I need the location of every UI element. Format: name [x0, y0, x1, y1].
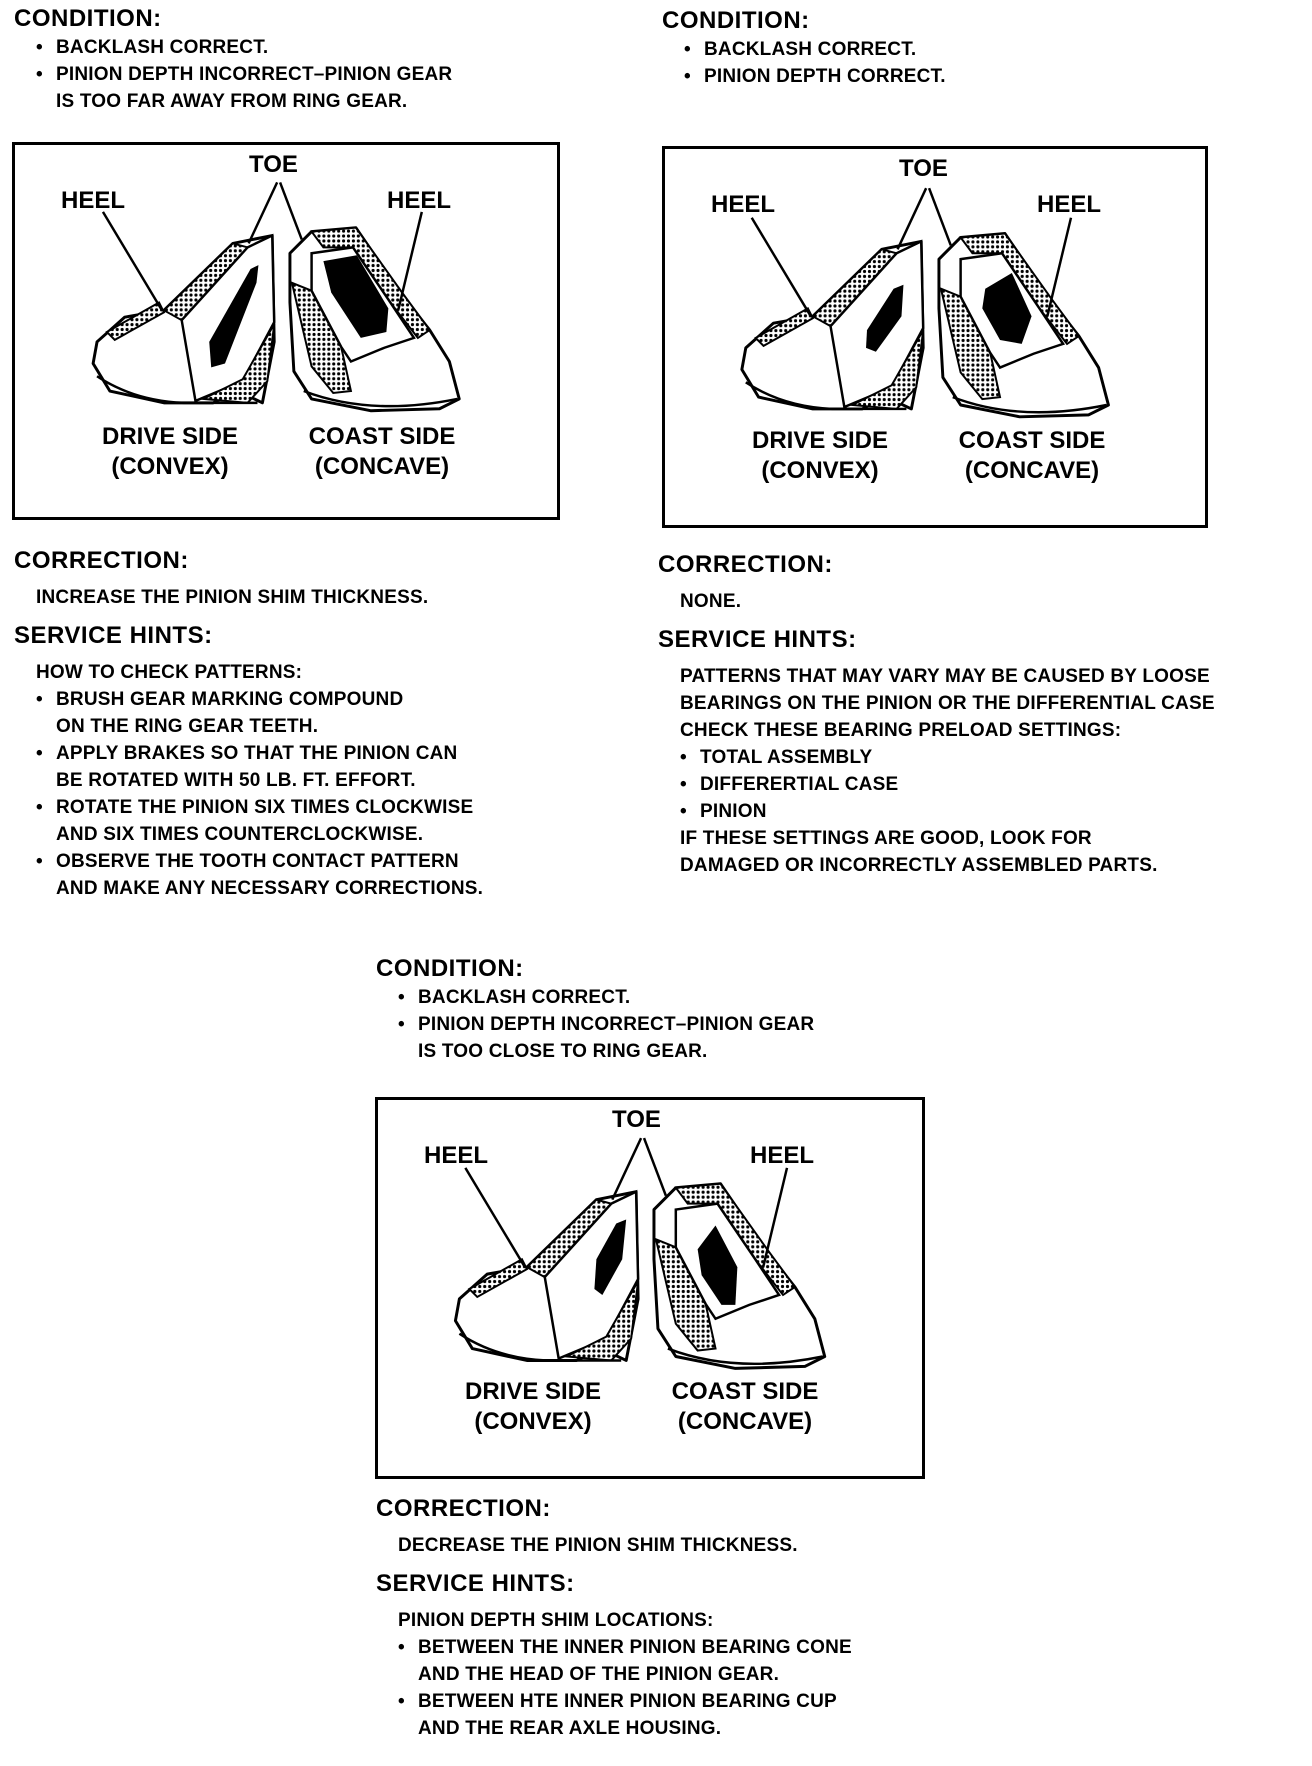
drive-side-tooth [742, 241, 923, 409]
service-hints-heading: SERVICE HINTS: [14, 622, 213, 649]
coast-side-label: COAST SIDE [308, 423, 456, 450]
drive-side-sub-label: (CONVEX) [761, 457, 879, 484]
panel-2-figure [662, 146, 1208, 528]
service-hint-item: • BETWEEN HTE INNER PINION BEARING CUP [376, 1688, 976, 1715]
coast-side-tooth [290, 228, 459, 411]
heel-leader-right [763, 1168, 787, 1267]
service-hint-item: • PINION [658, 798, 1312, 825]
toe-label: TOE [612, 1106, 661, 1133]
coast-side-label: COAST SIDE [958, 427, 1106, 454]
condition-heading: CONDITION: [662, 7, 810, 34]
drive-side-label: DRIVE SIDE [464, 1378, 602, 1405]
service-hint-item: • TOTAL ASSEMBLY [658, 744, 1312, 771]
toe-leader-right [280, 182, 302, 239]
toe-label: TOE [249, 151, 298, 178]
condition-line: • PINION DEPTH INCORRECT–PINION GEAR [14, 61, 614, 88]
drive-side-label: DRIVE SIDE [751, 427, 889, 454]
panel-1-notes [14, 546, 614, 902]
service-hint-outro: IF THESE SETTINGS ARE GOOD, LOOK FOR [680, 828, 1092, 849]
heel-left-label: HEEL [711, 191, 776, 218]
service-hints-heading: SERVICE HINTS: [658, 626, 857, 653]
panel-1-figure [12, 142, 560, 520]
heel-leader-left [465, 1168, 525, 1267]
heel-right-label: HEEL [387, 187, 452, 214]
service-hints-heading: SERVICE HINTS: [376, 1570, 575, 1597]
condition-heading: CONDITION: [376, 955, 524, 982]
heel-leader-left [752, 218, 811, 317]
service-hint-item: • ROTATE THE PINION SIX TIMES CLOCKWISE [14, 794, 614, 821]
toe-leader-right [644, 1138, 666, 1196]
drive-side-sub-label: (CONVEX) [474, 1408, 592, 1435]
condition-line: IS TOO CLOSE TO RING GEAR. [418, 1041, 708, 1062]
heel-right-label: HEEL [750, 1142, 815, 1169]
drive-side-tooth [93, 236, 274, 403]
panel-3 [376, 954, 976, 1065]
condition-heading: CONDITION: [14, 5, 162, 32]
coast-side-sub-label: (CONCAVE) [964, 457, 1100, 484]
condition-line: • BACKLASH CORRECT. [376, 984, 976, 1011]
service-hint-item: • BETWEEN THE INNER PINION BEARING CONE [376, 1634, 976, 1661]
correction-heading: CORRECTION: [376, 1495, 551, 1522]
condition-line: • BACKLASH CORRECT. [662, 36, 1262, 63]
correction-text: INCREASE THE PINION SHIM THICKNESS. [36, 587, 429, 608]
drive-side-label: DRIVE SIDE [101, 423, 239, 450]
service-hint-item: BE ROTATED WITH 50 LB. FT. EFFORT. [56, 770, 416, 791]
panel-1 [14, 4, 614, 115]
service-hint-item: AND THE REAR AXLE HOUSING. [418, 1718, 722, 1739]
condition-line: • PINION DEPTH CORRECT. [662, 63, 1262, 90]
heel-right-label: HEEL [1037, 191, 1102, 218]
toe-label: TOE [899, 155, 948, 182]
service-hint-item: • DIFFERERTIAL CASE [658, 771, 1312, 798]
correction-heading: CORRECTION: [14, 547, 189, 574]
heel-leader-right [1047, 218, 1071, 317]
service-hint-intro: HOW TO CHECK PATTERNS: [36, 662, 303, 683]
condition-line: IS TOO FAR AWAY FROM RING GEAR. [56, 91, 408, 112]
coast-side-label: COAST SIDE [671, 1378, 819, 1405]
service-hint-item: ON THE RING GEAR TEETH. [56, 716, 319, 737]
service-hint-item: • APPLY BRAKES SO THAT THE PINION CAN [14, 740, 614, 767]
heel-leader-right [398, 212, 422, 310]
drive-side-sub-label: (CONVEX) [111, 453, 229, 480]
correction-heading: CORRECTION: [658, 551, 833, 578]
coast-side-sub-label: (CONCAVE) [677, 1408, 813, 1435]
service-hint-item: • OBSERVE THE TOOTH CONTACT PATTERN [14, 848, 614, 875]
coast-side-sub-label: (CONCAVE) [314, 453, 450, 480]
service-hint-intro: PATTERNS THAT MAY VARY MAY BE CAUSED BY LOOSE [680, 666, 1210, 687]
correction-text: NONE. [680, 591, 742, 612]
service-hint-item: AND THE HEAD OF THE PINION GEAR. [418, 1664, 780, 1685]
panel-2-notes [658, 550, 1312, 879]
toe-leader-right [929, 188, 951, 245]
service-hint-intro: BEARINGS ON THE PINION OR THE DIFFERENTIAL CASE [680, 693, 1215, 714]
heel-left-label: HEEL [61, 187, 126, 214]
service-hint-outro: DAMAGED OR INCORRECTLY ASSEMBLED PARTS. [680, 855, 1158, 876]
panel-2 [662, 6, 1262, 90]
condition-line: • BACKLASH CORRECT. [14, 34, 614, 61]
drive-side-tooth [455, 1192, 638, 1361]
coast-side-tooth [654, 1184, 825, 1369]
service-hint-item: • BRUSH GEAR MARKING COMPOUND [14, 686, 614, 713]
condition-line: • PINION DEPTH INCORRECT–PINION GEAR [376, 1011, 976, 1038]
service-hint-item: AND SIX TIMES COUNTERCLOCKWISE. [56, 824, 424, 845]
correction-text: DECREASE THE PINION SHIM THICKNESS. [398, 1535, 798, 1556]
panel-3-notes [376, 1494, 976, 1742]
service-hint-intro: CHECK THESE BEARING PRELOAD SETTINGS: [680, 720, 1122, 741]
heel-left-label: HEEL [424, 1142, 489, 1169]
heel-leader-left [103, 212, 162, 310]
service-hint-item: AND MAKE ANY NECESSARY CORRECTIONS. [56, 878, 484, 899]
panel-3-figure [375, 1097, 925, 1479]
service-hint-intro: PINION DEPTH SHIM LOCATIONS: [398, 1610, 714, 1631]
coast-side-tooth [939, 234, 1108, 417]
